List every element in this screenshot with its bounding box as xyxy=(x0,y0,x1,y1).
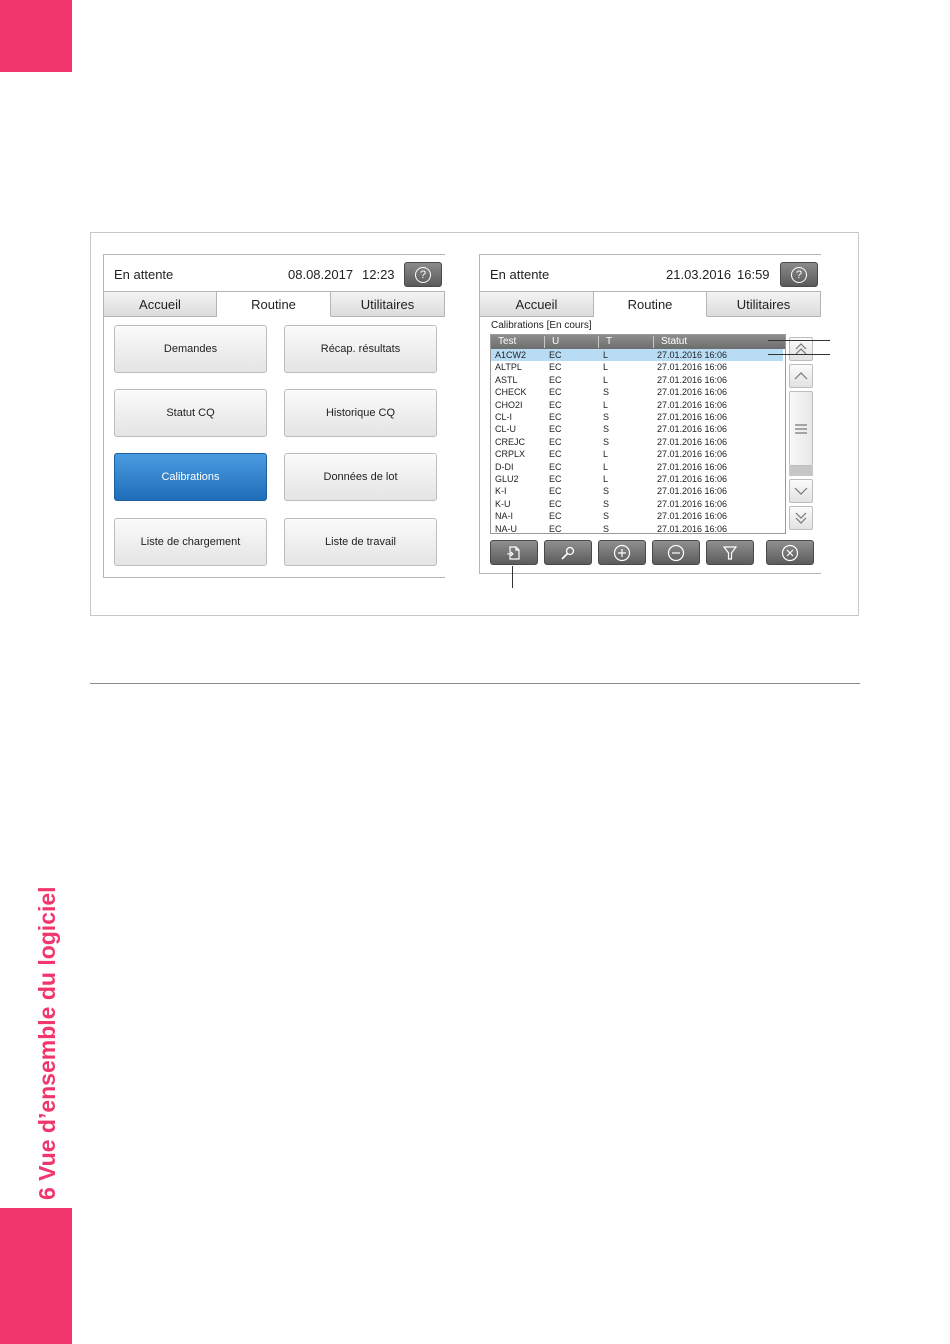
cell-test: CHO2I xyxy=(495,399,523,410)
cell-statut: 27.01.2016 16:06 xyxy=(657,523,728,534)
cell-u: EC xyxy=(549,486,562,497)
callout-line xyxy=(768,354,830,355)
cell-u: EC xyxy=(549,387,562,398)
cell-test: CHECK xyxy=(495,387,527,398)
table-row[interactable] xyxy=(491,523,783,534)
cell-u: EC xyxy=(549,511,562,522)
callout-line xyxy=(512,566,513,588)
chapter-title: 6 Vue d’ensemble du logiciel xyxy=(34,886,60,1200)
status-time: 16:59 xyxy=(737,267,770,282)
routine-screen xyxy=(103,254,445,578)
cell-test: A1CW2 xyxy=(495,350,527,360)
cell-statut: 27.01.2016 16:06 xyxy=(657,374,728,385)
column-separator xyxy=(653,336,654,348)
cell-test: K-U xyxy=(495,498,511,509)
liste-de-travail-button[interactable]: Liste de travail xyxy=(284,518,437,566)
status-bar xyxy=(480,255,821,291)
down-icon[interactable] xyxy=(789,479,813,503)
recap-resultats-button[interactable]: Récap. résultats xyxy=(284,325,437,373)
cell-t: S xyxy=(603,412,610,422)
close-icon xyxy=(781,544,799,562)
cell-t: S xyxy=(603,486,610,497)
status-date: 08.08.2017 xyxy=(288,267,354,282)
table-row[interactable] xyxy=(491,498,783,510)
table-row[interactable] xyxy=(491,349,783,361)
cell-test: CREJC xyxy=(495,436,526,447)
table-row[interactable] xyxy=(491,361,783,373)
cell-test: GLU2 xyxy=(495,474,519,484)
cell-u: EC xyxy=(549,374,562,385)
cell-statut: 27.01.2016 16:06 xyxy=(657,387,728,398)
table-row[interactable] xyxy=(491,423,783,435)
chapter-tab-top xyxy=(0,0,72,72)
cell-test: ASTL xyxy=(495,374,518,385)
demandes-button[interactable]: Demandes xyxy=(114,325,267,373)
remove-button[interactable] xyxy=(652,540,700,565)
help-icon: ? xyxy=(415,267,431,283)
add-button[interactable] xyxy=(598,540,646,565)
help-button[interactable] xyxy=(404,262,442,287)
column-statut[interactable]: Statut xyxy=(661,336,688,347)
section-divider xyxy=(90,683,860,684)
search-icon xyxy=(560,545,576,561)
cell-t: S xyxy=(603,498,610,509)
cell-test: CL-I xyxy=(495,412,513,422)
scroll-thumb-icon[interactable] xyxy=(789,391,813,466)
up-icon[interactable] xyxy=(789,364,813,388)
status-text: En attente xyxy=(114,267,174,282)
cell-t: L xyxy=(603,399,609,410)
cell-u: EC xyxy=(549,498,562,509)
cell-statut: 27.01.2016 16:06 xyxy=(657,474,728,484)
cell-t: S xyxy=(603,436,610,447)
cell-u: EC xyxy=(549,424,562,435)
document-button[interactable] xyxy=(490,540,538,565)
column-separator xyxy=(598,336,599,348)
cell-statut: 27.01.2016 16:06 xyxy=(657,424,728,435)
table-row[interactable] xyxy=(491,386,783,398)
column-t[interactable]: T xyxy=(606,336,613,347)
calibrations-button[interactable]: Calibrations xyxy=(114,453,267,501)
cell-statut: 27.01.2016 16:06 xyxy=(657,436,728,447)
table-header xyxy=(491,335,785,349)
double-down-icon[interactable] xyxy=(789,506,813,530)
help-icon: ? xyxy=(791,267,807,283)
filter-icon xyxy=(722,545,738,561)
remove-icon xyxy=(667,544,685,562)
cell-statut: 27.01.2016 16:06 xyxy=(657,461,728,472)
donnees-de-lot-button[interactable]: Données de lot xyxy=(284,453,437,501)
cell-u: EC xyxy=(549,523,562,534)
cell-test: D-DI xyxy=(495,461,514,472)
cell-u: EC xyxy=(549,436,562,447)
column-u[interactable]: U xyxy=(552,336,560,347)
cell-test: ALTPL xyxy=(495,362,522,373)
add-icon xyxy=(613,544,631,562)
cell-statut: 27.01.2016 16:06 xyxy=(657,412,728,422)
cell-u: EC xyxy=(549,350,562,360)
cell-t: L xyxy=(603,449,609,460)
tab-bar xyxy=(480,291,821,317)
table-row[interactable] xyxy=(491,448,783,460)
cell-statut: 27.01.2016 16:06 xyxy=(657,350,728,360)
statut-cq-button[interactable]: Statut CQ xyxy=(114,389,267,437)
cell-t: L xyxy=(603,350,609,360)
cell-test: NA-I xyxy=(495,511,513,522)
close-button[interactable] xyxy=(766,540,814,565)
tab-bar xyxy=(104,291,445,317)
cell-t: L xyxy=(603,374,609,385)
table-row[interactable] xyxy=(491,461,783,473)
cell-statut: 27.01.2016 16:06 xyxy=(657,486,728,497)
calibrations-table xyxy=(490,334,786,534)
cell-t: L xyxy=(603,461,609,472)
table-row[interactable] xyxy=(491,411,783,423)
tab-routine[interactable]: Routine xyxy=(594,291,707,317)
cell-u: EC xyxy=(549,449,562,460)
cell-t: L xyxy=(603,474,609,484)
cell-u: EC xyxy=(549,474,562,484)
liste-de-chargement-button[interactable]: Liste de chargement xyxy=(114,518,267,566)
scroll-track[interactable] xyxy=(789,466,813,476)
status-time: 12:23 xyxy=(362,267,395,282)
list-title: Calibrations [En cours] xyxy=(491,320,592,331)
cell-test: K-I xyxy=(495,486,507,497)
table-row[interactable] xyxy=(491,374,783,386)
table-row[interactable] xyxy=(491,485,783,497)
column-test[interactable]: Test xyxy=(498,336,517,347)
cell-statut: 27.01.2016 16:06 xyxy=(657,511,728,522)
cell-t: L xyxy=(603,362,609,373)
scrollbar xyxy=(789,337,813,535)
historique-cq-button[interactable]: Historique CQ xyxy=(284,389,437,437)
filter-button[interactable] xyxy=(706,540,754,565)
column-separator xyxy=(544,336,545,348)
cell-u: EC xyxy=(549,362,562,373)
cell-test: CL-U xyxy=(495,424,517,435)
cell-statut: 27.01.2016 16:06 xyxy=(657,362,728,373)
table-row[interactable] xyxy=(491,436,783,448)
status-bar xyxy=(104,255,445,291)
status-date: 21.03.2016 xyxy=(666,267,732,282)
table-row[interactable] xyxy=(491,399,783,411)
table-row[interactable] xyxy=(491,473,783,485)
tab-accueil[interactable]: Accueil xyxy=(480,291,594,317)
calibrations-screen xyxy=(479,254,821,574)
cell-u: EC xyxy=(549,461,562,472)
cell-u: EC xyxy=(549,412,562,422)
help-button[interactable] xyxy=(780,262,818,287)
cell-statut: 27.01.2016 16:06 xyxy=(657,449,728,460)
cell-test: CRPLX xyxy=(495,449,526,460)
cell-t: S xyxy=(603,424,610,435)
table-row[interactable] xyxy=(491,510,783,522)
tab-accueil[interactable]: Accueil xyxy=(104,291,217,317)
cell-test: NA-U xyxy=(495,523,517,534)
search-button[interactable] xyxy=(544,540,592,565)
cell-statut: 27.01.2016 16:06 xyxy=(657,399,728,410)
chapter-tab-bottom xyxy=(0,1208,72,1344)
tab-utilitaires[interactable]: Utilitaires xyxy=(707,291,821,317)
cell-t: S xyxy=(603,387,610,398)
document-icon xyxy=(506,545,522,561)
tab-utilitaires[interactable]: Utilitaires xyxy=(331,291,445,317)
callout-line xyxy=(768,340,830,341)
cell-t: S xyxy=(603,523,610,534)
cell-u: EC xyxy=(549,399,562,410)
tab-routine[interactable]: Routine xyxy=(217,291,331,317)
cell-t: S xyxy=(603,511,610,522)
cell-statut: 27.01.2016 16:06 xyxy=(657,498,728,509)
status-text: En attente xyxy=(490,267,550,282)
